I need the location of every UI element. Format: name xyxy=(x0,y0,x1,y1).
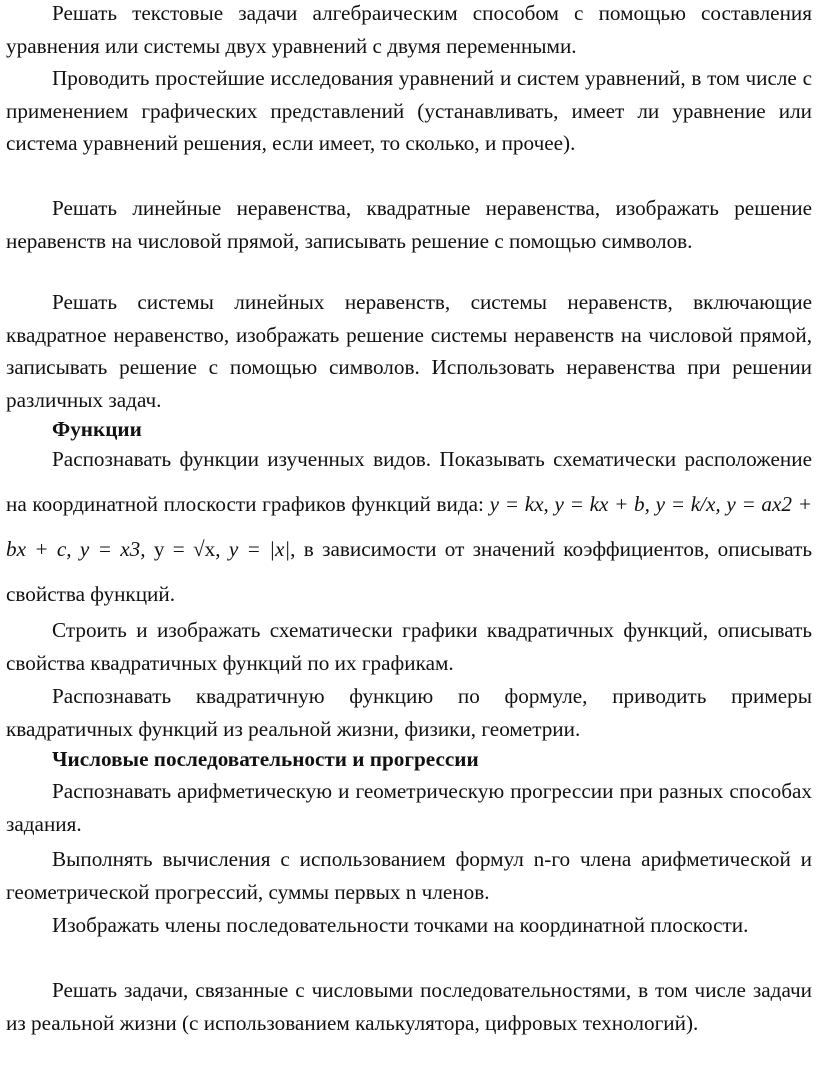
paragraph-text-problems: Решать текстовые задачи алгебраическим способом с помощью составления уравнения или системы двух уравнений с двумя переменными. xyxy=(6,1,812,58)
paragraph-equations-study: Проводить простейшие исследования уравнений и систем уравнений, в том числе с применением графических представлений (устанавливать, имеет ли уравнение или система уравнений решения, если имеет, то сколько, и прочее). xyxy=(6,66,812,155)
heading-sequences: Числовые последовательности и прогрессии xyxy=(52,747,479,771)
paragraph-sequence-points: Изображать члены последовательности точками на координатной плоскости. xyxy=(52,913,749,937)
paragraph-inequality-systems: Решать системы линейных неравенств, системы неравенств, включающие квадратное неравенство, изображать решение системы неравенств на числовой прямой, записывать решение с помощью символов. Использовать неравенства при решении различных задач. xyxy=(6,290,812,412)
paragraph-quadratic-graphs: Строить и изображать схематически графики квадратичных функций, описывать свойства квадратичных функций по их графикам. xyxy=(6,618,812,675)
paragraph-progression-formulas: Выполнять вычисления с использованием формул n-го члена арифметической и геометрической прогрессий, суммы первых n членов. xyxy=(6,847,812,904)
paragraph-sequence-problems: Решать задачи, связанные с числовыми последовательностями, в том числе задачи из реальной жизни (с использованием калькулятора, цифровых технологий). xyxy=(6,978,812,1035)
paragraph-progressions: Распознавать арифметическую и геометрическую прогрессии при разных способах задания. xyxy=(6,779,812,836)
formula-linear: y = kx xyxy=(489,492,544,516)
paragraph-quadratic-recognize: Распознавать квадратичную функцию по формуле, приводить примеры квадратичных функций из реальной жизни, физики, геометрии. xyxy=(6,684,812,741)
formula-sqrt: y = √x xyxy=(145,537,216,561)
formula-list: y = kx + b, y = k/x, y = ax2 + bx + c, y = x3, xyxy=(6,492,813,561)
paragraph-function-graphs: Распознавать функции изученных видов. Показывать схематически расположение на координатной плоскости графиков функций вида: y = kx, y = kx + b, y = k/x, y = ax2 + bx + c, y = x3, y = √x, y = |x|, в зависимости от значений коэффициентов, описывать свойства функций. xyxy=(6,447,813,606)
heading-functions: Функции xyxy=(52,417,142,441)
paragraph-inequalities: Решать линейные неравенства, квадратные неравенства, изображать решение неравенств на числовой прямой, записывать решение с помощью символов. xyxy=(6,196,812,253)
formula-abs: y = |x| xyxy=(228,537,291,561)
